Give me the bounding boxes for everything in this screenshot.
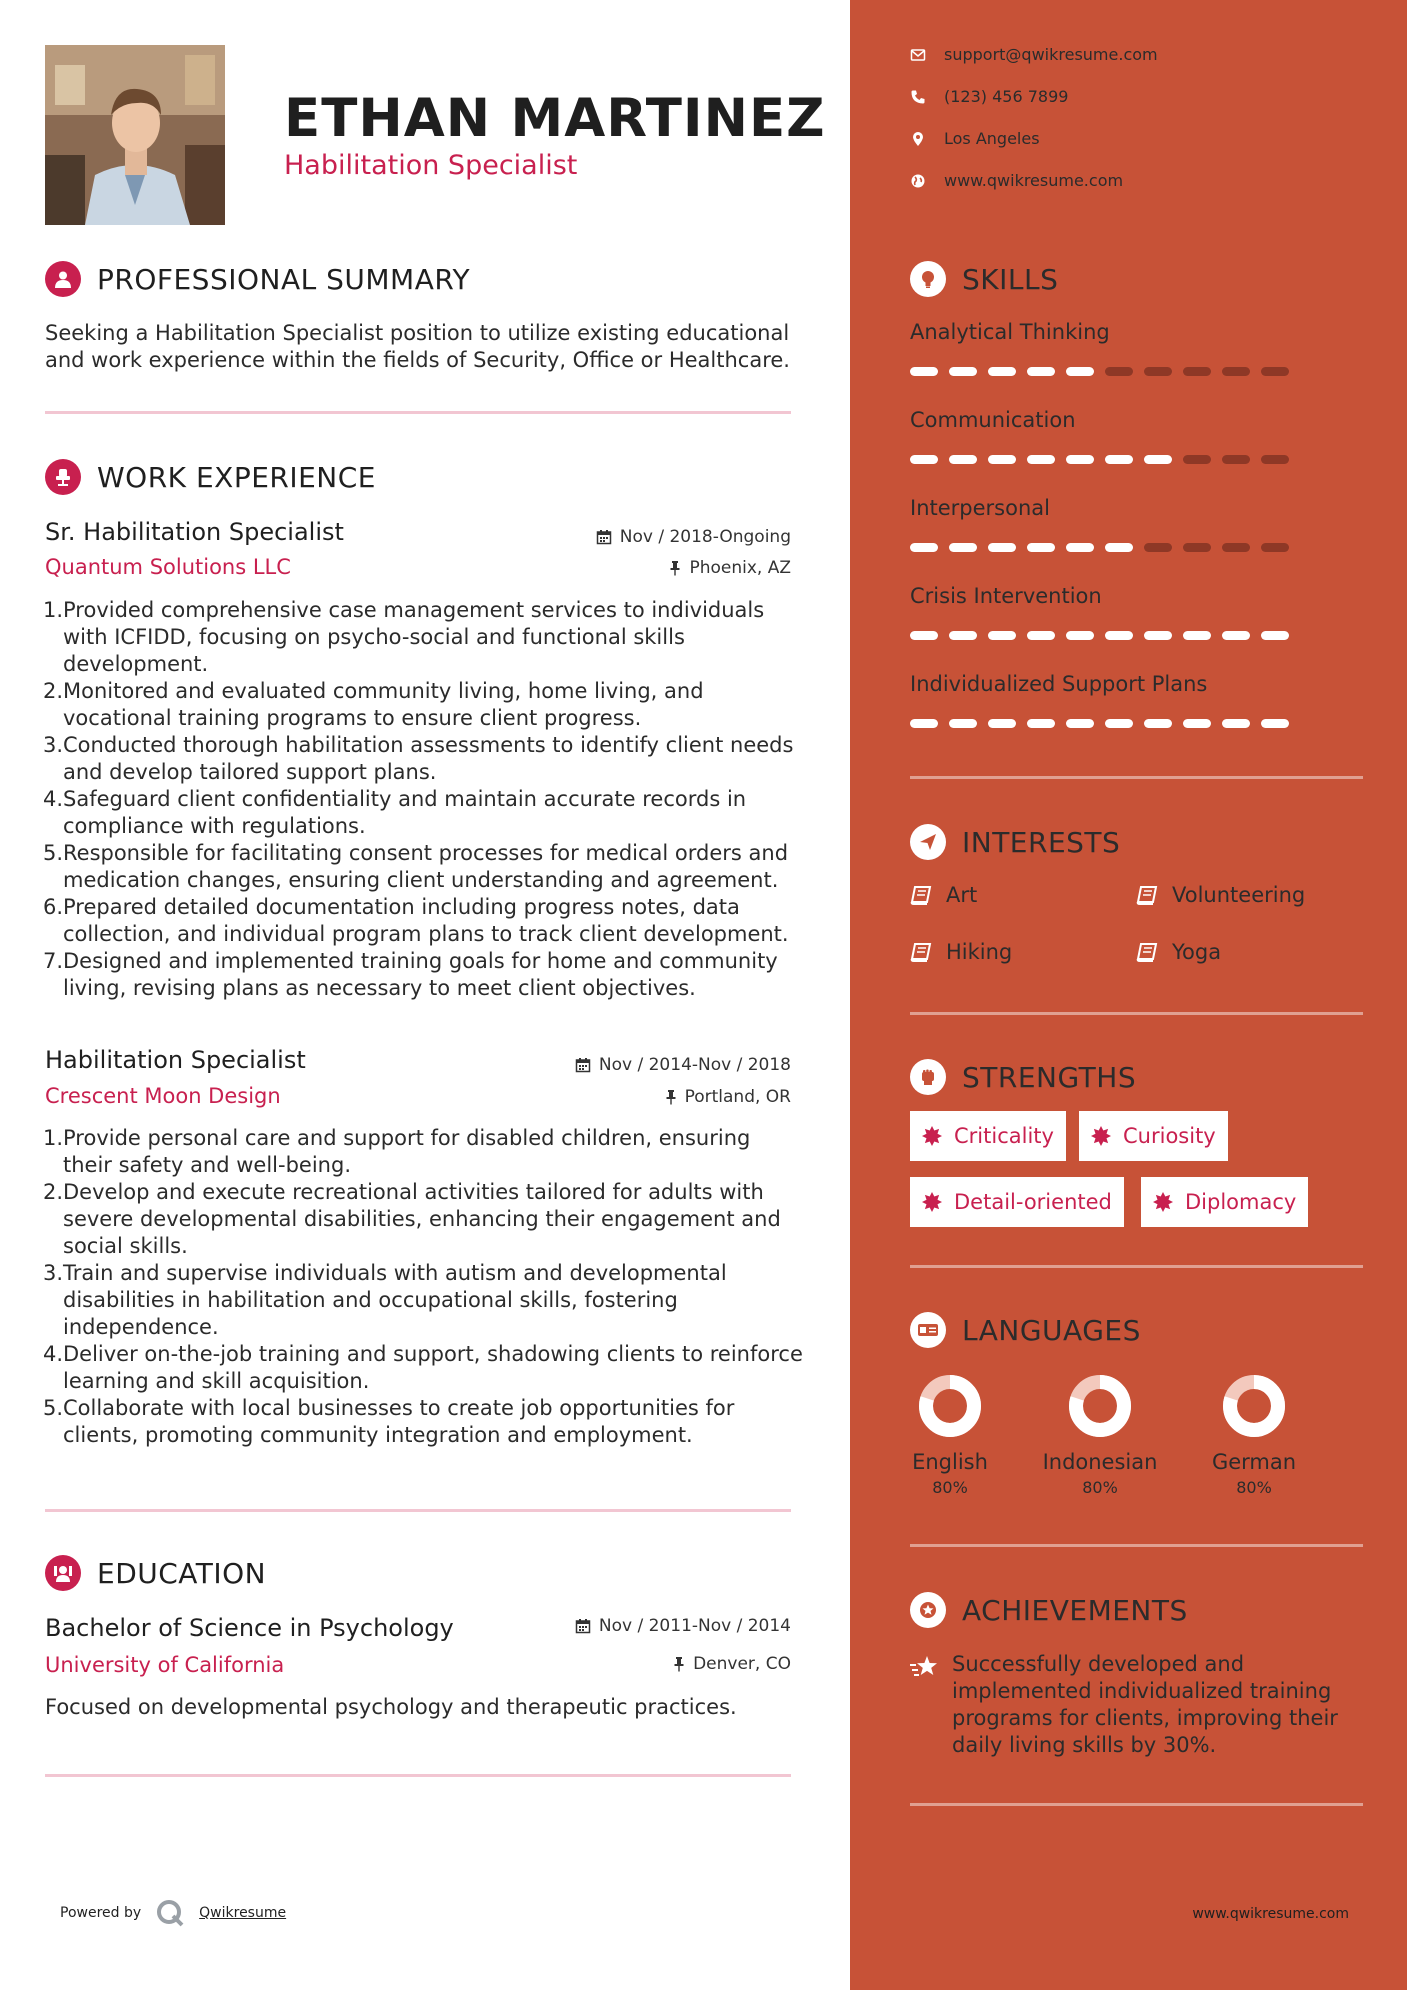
skill-level-dash [1144, 455, 1172, 464]
company-name: Crescent Moon Design [45, 1084, 281, 1108]
skill-level-dash [910, 455, 938, 464]
skill-level-dash [1222, 455, 1250, 464]
qwikresume-link[interactable]: Qwikresume [199, 1905, 287, 1921]
job-dates: Nov / 2014-Nov / 2018 [575, 1055, 791, 1075]
summary-text: Seeking a Habilitation Specialist position to utilize existing educational and work experience within the fields of Security, Office or Healthcare. [45, 321, 790, 372]
list-item: Monitored and evaluated community living, home living, and vocational training programs to ensure client progress. [63, 679, 704, 730]
skill-level-dash [1261, 367, 1289, 376]
list-item: Designed and implemented training goals for home and community living, revising plans as necessary to meet client objectives. [63, 949, 778, 1000]
badge-icon [1091, 1126, 1111, 1146]
interest-item: Hiking [910, 940, 1012, 964]
star-icon [910, 1655, 940, 1679]
book-icon [1136, 885, 1158, 905]
job-title: Habilitation Specialist [45, 1046, 306, 1074]
language-name: German [1211, 1450, 1297, 1474]
skill-level-dash [1105, 719, 1133, 728]
book-icon [1136, 942, 1158, 962]
user-icon [45, 261, 81, 297]
job-dates: Nov / 2018-Ongoing [596, 527, 791, 547]
skill-level-dash [910, 367, 938, 376]
skill-level-dash [988, 455, 1016, 464]
skill-level-dash [910, 719, 938, 728]
contact-phone[interactable]: (123) 456 7899 [910, 87, 1068, 106]
list-item: Develop and execute recreational activities tailored for adults with severe developmental disabilities, enhancing their engagement and social skills. [63, 1180, 781, 1258]
interest-item: Yoga [1136, 940, 1221, 964]
pin-icon [669, 560, 681, 576]
fist-icon [910, 1059, 946, 1095]
graduation-icon [45, 1555, 81, 1591]
skill-name: Interpersonal [910, 496, 1050, 520]
language-item [890, 1374, 1010, 1497]
skill-name: Individualized Support Plans [910, 672, 1208, 696]
skill-level-dash [949, 719, 977, 728]
language-percent: 80% [1082, 1478, 1118, 1497]
powered-by: Powered by Qwikresume [60, 1898, 286, 1928]
skill-name: Analytical Thinking [910, 320, 1110, 344]
badge-icon [922, 1126, 942, 1146]
list-item: Safeguard client confidentiality and maintain accurate records in compliance with regulations. [63, 787, 747, 838]
paper-plane-icon [910, 824, 946, 860]
skill-level-dash [1066, 367, 1094, 376]
skill-level-dash [988, 719, 1016, 728]
skill-name: Crisis Intervention [910, 584, 1102, 608]
book-icon [910, 885, 932, 905]
summary-heading: PROFESSIONAL SUMMARY [45, 261, 470, 297]
skill-level-dash [1183, 455, 1211, 464]
divider [910, 1803, 1363, 1806]
pin-icon [665, 1089, 677, 1105]
divider [910, 1012, 1363, 1015]
skill-level-meter [910, 543, 1300, 552]
lightbulb-icon [910, 261, 946, 297]
language-percent: 80% [1236, 1478, 1272, 1497]
qwikresume-logo-icon [155, 1898, 185, 1928]
skill-level-dash [1183, 543, 1211, 552]
list-item: Responsible for facilitating consent processes for medical orders and medication changes, ensuring client understanding and agreement. [63, 841, 789, 892]
skill-level-dash [1261, 719, 1289, 728]
job-location: Phoenix, AZ [669, 558, 791, 578]
contact-email[interactable]: support@qwikresume.com [910, 45, 1158, 64]
badge-icon [1153, 1192, 1173, 1212]
pin-icon [673, 1656, 685, 1672]
skill-level-dash [949, 455, 977, 464]
divider [910, 1265, 1363, 1268]
interest-item: Art [910, 883, 977, 907]
skill-level-dash [1066, 719, 1094, 728]
skill-name: Communication [910, 408, 1076, 432]
language-item [1040, 1374, 1160, 1497]
badge-icon [922, 1192, 942, 1212]
skill-level-meter [910, 455, 1300, 464]
skill-level-dash [1261, 631, 1289, 640]
education-heading: EDUCATION [45, 1555, 266, 1591]
list-item: Provide personal care and support for disabled children, ensuring their safety and well-being. [63, 1126, 751, 1177]
skill-level-dash [1105, 543, 1133, 552]
skill-level-meter [910, 367, 1300, 376]
envelope-icon [910, 47, 926, 63]
divider [910, 1544, 1363, 1547]
language-name: English [912, 1450, 988, 1474]
footer-website[interactable]: www.qwikresume.com [1192, 1906, 1349, 1922]
divider [45, 1509, 791, 1512]
contact-website[interactable]: www.qwikresume.com [910, 171, 1123, 190]
job-location: Portland, OR [665, 1087, 791, 1107]
skills-heading: SKILLS [910, 261, 1058, 297]
skill-level-dash [1144, 543, 1172, 552]
skill-level-dash [1027, 719, 1055, 728]
language-level-donut [1222, 1374, 1286, 1438]
list-item: Collaborate with local businesses to create job opportunities for clients, promoting community integration and employment. [63, 1396, 735, 1447]
skill-level-dash [1183, 631, 1211, 640]
education-location: Denver, CO [673, 1654, 791, 1674]
map-marker-icon [910, 131, 926, 147]
skill-level-dash [910, 631, 938, 640]
candidate-name: ETHAN MARTINEZ [284, 88, 826, 149]
book-icon [910, 942, 932, 962]
calendar-icon [596, 529, 612, 545]
skill-level-dash [1222, 719, 1250, 728]
job-duties [45, 597, 805, 1002]
skill-level-dash [1066, 631, 1094, 640]
language-item [1194, 1374, 1314, 1497]
skill-level-dash [1261, 543, 1289, 552]
skill-level-dash [1144, 719, 1172, 728]
skill-level-dash [988, 367, 1016, 376]
job-title: Sr. Habilitation Specialist [45, 518, 344, 546]
briefcase-icon [45, 459, 81, 495]
language-level-donut [918, 1374, 982, 1438]
language-level-donut [1068, 1374, 1132, 1438]
star-badge-icon [910, 1592, 946, 1628]
skill-level-dash [949, 631, 977, 640]
strength-chip: Criticality [910, 1111, 1066, 1161]
profile-photo [45, 45, 225, 225]
skill-level-dash [1027, 543, 1055, 552]
contact-location: Los Angeles [910, 129, 1040, 148]
divider [45, 411, 791, 414]
list-item: Deliver on-the-job training and support, shadowing clients to reinforce learning and skill acquisition. [63, 1342, 803, 1393]
languages-heading: LANGUAGES [910, 1312, 1141, 1348]
list-item: Train and supervise individuals with autism and developmental disabilities in habilitation and occupational skills, fostering independence. [63, 1261, 727, 1339]
phone-icon [910, 89, 926, 105]
skill-level-dash [1222, 367, 1250, 376]
skill-level-dash [1144, 367, 1172, 376]
strength-chip: Detail-oriented [910, 1177, 1124, 1227]
calendar-icon [575, 1057, 591, 1073]
education-description: Focused on developmental psychology and therapeutic practices. [45, 1695, 737, 1719]
list-item: Provided comprehensive case management services to individuals with ICFIDD, focusing on psycho-social and functional skills development. [63, 598, 765, 676]
strength-chip: Curiosity [1079, 1111, 1228, 1161]
calendar-icon [575, 1618, 591, 1634]
skill-level-dash [1144, 631, 1172, 640]
achievement-item: Successfully developed and implemented individualized training programs for clients, improving their daily living skills by 30%. [910, 1651, 1360, 1759]
skill-level-dash [910, 543, 938, 552]
education-dates: Nov / 2011-Nov / 2014 [575, 1616, 791, 1636]
skill-level-dash [1027, 631, 1055, 640]
interests-heading: INTERESTS [910, 824, 1120, 860]
skill-level-dash [1105, 455, 1133, 464]
globe-icon [910, 173, 926, 189]
candidate-title: Habilitation Specialist [284, 150, 578, 181]
list-item: Conducted thorough habilitation assessments to identify client needs and develop tailored support plans. [63, 733, 794, 784]
skill-level-meter [910, 631, 1300, 640]
skill-level-dash [1027, 455, 1055, 464]
skill-level-dash [1183, 719, 1211, 728]
skill-level-dash [949, 367, 977, 376]
degree-title: Bachelor of Science in Psychology [45, 1614, 454, 1642]
skill-level-dash [1105, 631, 1133, 640]
skill-level-meter [910, 719, 1300, 728]
school-name: University of California [45, 1653, 285, 1677]
skill-level-dash [1222, 631, 1250, 640]
job-duties [45, 1125, 805, 1449]
achievements-heading: ACHIEVEMENTS [910, 1592, 1188, 1628]
skill-level-dash [949, 543, 977, 552]
divider [45, 1774, 791, 1777]
divider [910, 776, 1363, 779]
strengths-heading: STRENGTHS [910, 1059, 1136, 1095]
skill-level-dash [1066, 455, 1094, 464]
skill-level-dash [1066, 543, 1094, 552]
skill-level-dash [1222, 543, 1250, 552]
language-icon [910, 1312, 946, 1348]
skill-level-dash [1027, 367, 1055, 376]
interest-item: Volunteering [1136, 883, 1305, 907]
company-name: Quantum Solutions LLC [45, 555, 291, 579]
language-name: Indonesian [1042, 1450, 1158, 1474]
list-item: Prepared detailed documentation including progress notes, data collection, and individual program plans to track client development. [63, 895, 789, 946]
skill-level-dash [988, 543, 1016, 552]
work-heading: WORK EXPERIENCE [45, 459, 376, 495]
skill-level-dash [1105, 367, 1133, 376]
strength-chip: Diplomacy [1141, 1177, 1308, 1227]
skill-level-dash [988, 631, 1016, 640]
skill-level-dash [1183, 367, 1211, 376]
skill-level-dash [1261, 455, 1289, 464]
language-percent: 80% [932, 1478, 968, 1497]
